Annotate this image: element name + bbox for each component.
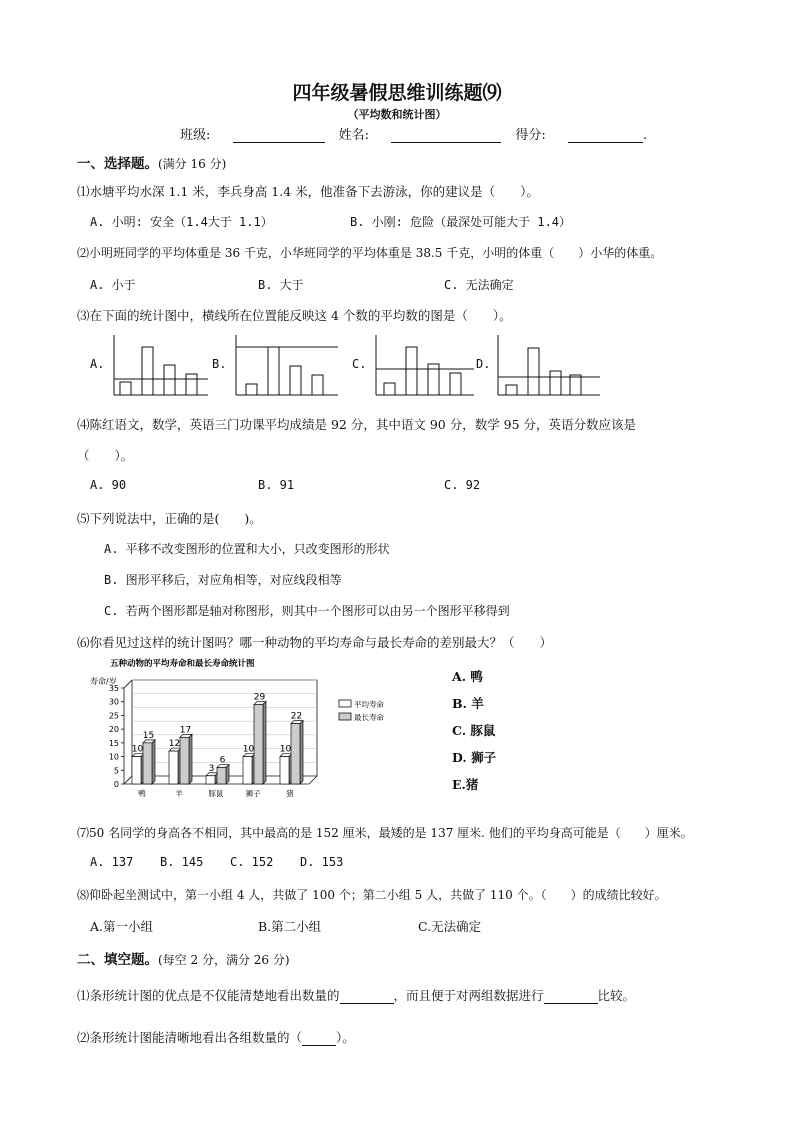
q2-option-b[interactable]: B. 大于 <box>258 278 304 292</box>
q6-text: ⑹你看见过这样的统计图吗？哪一种动物的平均寿命与最长寿命的差别最大？（ ） <box>77 635 553 650</box>
fill-q1-blank-2[interactable] <box>544 990 598 1004</box>
y-tick-label: 30 <box>108 697 119 707</box>
y-axis-label: 寿命/岁 <box>90 677 117 686</box>
q4-option-a[interactable]: A. 90 <box>90 478 127 492</box>
back-edge-top <box>124 680 132 688</box>
section-2-title: 二、填空题。 <box>77 952 158 968</box>
fill-q2-part1: ⑵条形统计图能清晰地看出各组数量的（ <box>77 1030 303 1045</box>
bar <box>143 740 155 784</box>
q8-option-b[interactable]: B.第二小组 <box>258 919 322 934</box>
q3-mini-chart-b <box>232 333 340 397</box>
data-label: 6 <box>219 755 226 766</box>
data-label: 22 <box>290 711 303 722</box>
bar <box>142 347 153 395</box>
bar <box>243 754 255 784</box>
q6-option-c[interactable]: C. 豚鼠 <box>452 723 496 738</box>
q7-option-b[interactable]: B. 145 <box>160 855 204 869</box>
data-label: 15 <box>142 730 155 741</box>
page-subtitle: （平均数和统计图） <box>347 108 447 121</box>
q3-option-b-label[interactable]: B. <box>212 357 227 371</box>
bar <box>169 748 181 784</box>
section-1-heading <box>77 152 226 172</box>
bar <box>506 385 517 395</box>
fill-q1-blank-1[interactable] <box>340 990 394 1004</box>
q6-option-d[interactable]: D. 狮子 <box>452 750 497 765</box>
bar <box>132 754 144 784</box>
fill-q1-part3: 比较。 <box>597 988 636 1003</box>
bar <box>186 374 197 395</box>
y-tick-label: 10 <box>108 752 119 762</box>
name-label: 姓名: <box>338 128 370 143</box>
q3-option-d-label[interactable]: D. <box>476 357 491 371</box>
q4-text-continued: （ ）。 <box>77 448 134 463</box>
data-label: 29 <box>253 692 266 703</box>
y-tick-label: 0 <box>113 780 119 789</box>
score-blank[interactable] <box>568 129 643 143</box>
bar <box>550 371 561 395</box>
y-tick-label: 5 <box>113 766 119 776</box>
q4-text: ⑷陈红语文，数学，英语三门功课平均成绩是 92 分，其中语文 90 分，数学 95 分，英语分数应该是 <box>77 417 637 432</box>
chart-legend <box>339 699 384 722</box>
chart-title: 五种动物的平均寿命和最长寿命统计图 <box>110 659 255 669</box>
q4-option-c[interactable]: C. 92 <box>444 478 481 492</box>
class-label: 班级: <box>180 128 211 143</box>
q8-text: ⑻仰卧起坐测试中，第一小组 4 人，共做了 100 个；第二小组 5 人，共做了 110 个。（ ）的成绩比较好。 <box>77 888 667 902</box>
fill-q1-part1: ⑴条形统计图的优点是不仅能清楚地看出数量的 <box>77 988 340 1003</box>
bar <box>312 375 323 395</box>
y-tick-label: 25 <box>108 711 119 721</box>
q7-text: ⑺50 名同学的身高各不相同，其中最高的是 152 厘米，最矮的是 137 厘米. 他们的平均身高可能是（ ）厘米。 <box>77 826 693 840</box>
legend-label-average: 平均寿命 <box>354 700 384 709</box>
data-label: 10 <box>131 744 144 755</box>
bar <box>180 734 192 784</box>
floor-left-edge <box>124 776 132 784</box>
fill-q1-part2: ，而且便于对两组数据进行 <box>393 988 544 1003</box>
legend-label-max: 最长寿命 <box>354 713 384 722</box>
data-label: 3 <box>208 763 215 774</box>
section-1-note: (满分 16 分) <box>158 157 227 171</box>
q5-text: ⑸下列说法中，正确的是( )。 <box>77 511 262 526</box>
section-2-note: (每空 2 分，满分 26 分) <box>158 953 290 967</box>
bar <box>570 375 581 395</box>
end-dot: . <box>642 128 648 143</box>
page-title: 四年级暑假思维训练题⑼ <box>292 82 502 104</box>
bar <box>384 383 395 395</box>
data-label: 12 <box>168 739 181 750</box>
section-2-heading <box>77 948 290 968</box>
x-tick-label: 豚鼠 <box>208 789 224 798</box>
q5-option-c[interactable]: C. 若两个图形都是轴对称图形，则其中一个图形可以由另一个图形平移得到 <box>104 604 510 618</box>
x-tick-label: 狮子 <box>245 789 261 798</box>
fill-q2-part2: ）。 <box>336 1030 355 1045</box>
q2-option-a[interactable]: A. 小于 <box>90 278 136 292</box>
q4-option-b[interactable]: B. 91 <box>258 478 295 492</box>
data-label: 10 <box>279 744 292 755</box>
q1-text: ⑴水塘平均水深 1.1 米，李兵身高 1.4 米，他准备下去游泳，你的建议是（ ）。 <box>77 184 539 199</box>
q5-option-a[interactable]: A. 平移不改变图形的位置和大小，只改变图形的形状 <box>104 542 390 556</box>
q5-option-b[interactable]: B. 图形平移后，对应角相等，对应线段相等 <box>104 573 342 587</box>
legend-swatch-average <box>339 700 351 707</box>
q2-text: ⑵小明班同学的平均体重是 36 千克，小华班同学的平均体重是 38.5 千克，小明的体重（ ）小华的体重。 <box>77 246 663 260</box>
q3-text: ⑶在下面的统计图中，横线所在位置能反映这 4 个数的平均数的图是（ ）。 <box>77 308 512 323</box>
animal-lifespan-chart <box>84 654 420 804</box>
bar <box>120 382 131 395</box>
bar <box>291 721 303 784</box>
q6-option-b[interactable]: B. 羊 <box>452 696 484 711</box>
bar <box>280 754 292 784</box>
floor-right-edge <box>309 776 317 784</box>
bar <box>450 373 461 395</box>
bar <box>254 701 266 784</box>
student-info-row <box>180 124 647 143</box>
x-tick-label: 猪 <box>286 789 294 798</box>
x-tick-label: 鸭 <box>138 789 146 798</box>
q7-option-a[interactable]: A. 137 <box>90 855 134 869</box>
q3-mini-chart-a <box>110 333 210 397</box>
q1-option-a[interactable]: A. 小明: 安全（1.4大于 1.1） <box>90 215 273 229</box>
q1-option-b[interactable]: B. 小刚: 危险（最深处可能大于 1.4） <box>350 215 572 229</box>
class-blank[interactable] <box>233 129 325 143</box>
bar <box>246 384 257 395</box>
q8-option-c[interactable]: C.无法确定 <box>418 919 482 934</box>
q3-mini-chart-c <box>372 333 476 397</box>
q6-option-a[interactable]: A. 鸭 <box>452 669 483 684</box>
q2-option-c[interactable]: C. 无法确定 <box>444 278 514 292</box>
y-tick-label: 35 <box>108 684 119 693</box>
fill-q2 <box>77 1028 355 1046</box>
fill-q1 <box>77 986 635 1004</box>
fill-q2-blank[interactable] <box>302 1032 336 1046</box>
bar <box>164 365 175 395</box>
bar <box>290 366 301 395</box>
q6-option-e[interactable]: E.猪 <box>452 777 479 792</box>
bar <box>217 765 229 784</box>
data-label: 10 <box>242 744 255 755</box>
legend-swatch-max <box>339 713 351 720</box>
y-tick-label: 15 <box>108 738 119 748</box>
data-label: 17 <box>179 725 192 736</box>
q8-option-a[interactable]: A.第一小组 <box>90 919 154 934</box>
bar <box>528 348 539 395</box>
bar <box>206 773 218 784</box>
q7-option-c[interactable]: C. 152 <box>230 855 274 869</box>
score-label: 得分: <box>515 128 546 143</box>
bar <box>268 347 279 395</box>
x-tick-label: 羊 <box>175 789 183 798</box>
q3-option-c-label[interactable]: C. <box>352 357 367 371</box>
q7-option-d[interactable]: D. 153 <box>300 855 344 869</box>
y-tick-label: 20 <box>108 725 119 735</box>
q3-option-a-label[interactable]: A. <box>90 357 105 371</box>
name-blank[interactable] <box>391 129 501 143</box>
q3-mini-chart-d <box>494 333 602 397</box>
bar <box>406 347 417 395</box>
section-1-title: 一、选择题。 <box>77 156 158 172</box>
